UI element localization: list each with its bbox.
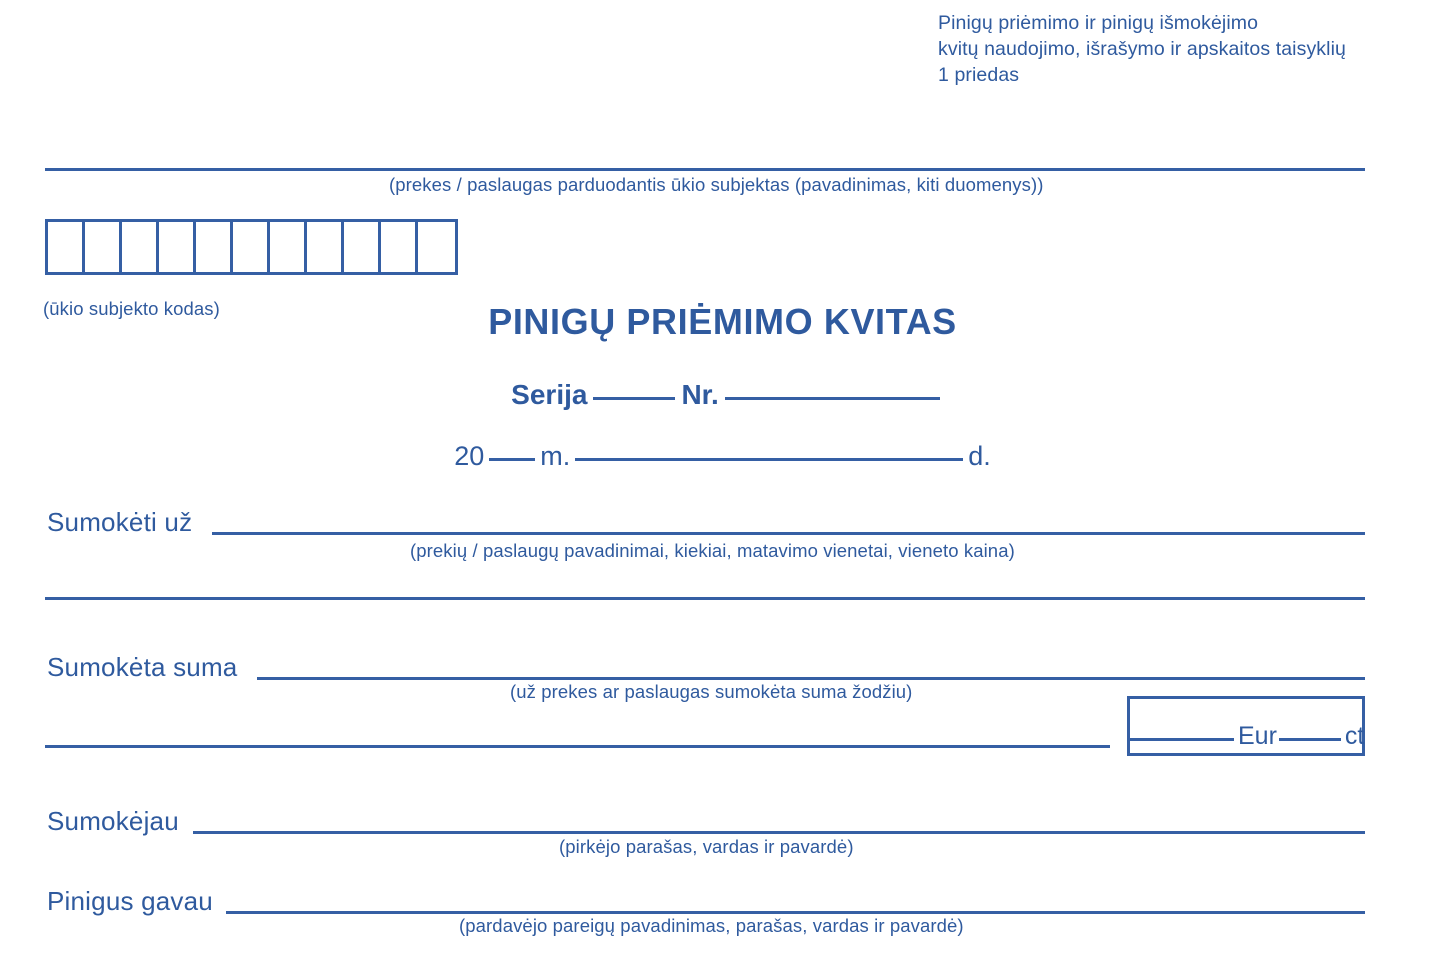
code-cell[interactable]	[418, 222, 455, 272]
month-unit-label: m.	[540, 441, 571, 471]
received-by-caption: (pardavėjo pareigų pavadinimas, parašas, vardas ir pavardė)	[459, 915, 964, 936]
amount-label: Sumokėta suma	[47, 652, 238, 682]
series-input-blank[interactable]	[593, 397, 675, 400]
seller-caption: (prekes / paslaugas parduodantis ūkio subjektas (pavadinimas, kiti duomenys))	[389, 174, 1044, 195]
code-cell[interactable]	[307, 222, 344, 272]
header-note-line-3: 1 priedas	[938, 64, 1020, 86]
paid-by-entry-rule[interactable]	[193, 831, 1365, 834]
year-input-blank[interactable]	[489, 458, 535, 461]
series-label: Serija	[511, 379, 588, 410]
cents-input-blank[interactable]	[1279, 738, 1341, 741]
paid-by-label: Sumokėjau	[47, 806, 179, 836]
day-unit-label: d.	[968, 441, 991, 471]
year-prefix-label: 20	[454, 441, 485, 471]
date-input-blank[interactable]	[575, 458, 963, 461]
pay-for-entry-rule-second[interactable]	[45, 597, 1365, 600]
code-cell[interactable]	[122, 222, 159, 272]
euro-unit-label: Eur	[1238, 722, 1277, 750]
date-row	[0, 441, 1445, 472]
currency-amount-box[interactable]	[1127, 696, 1365, 756]
amount-entry-rule[interactable]	[257, 677, 1365, 680]
pay-for-label: Sumokėti už	[47, 507, 193, 537]
code-cell[interactable]	[233, 222, 270, 272]
code-cell[interactable]	[270, 222, 307, 272]
amount-entry-rule-second[interactable]	[45, 745, 1110, 748]
pay-for-caption: (prekių / paslaugų pavadinimai, kiekiai, matavimo vienetai, vieneto kaina)	[410, 540, 1015, 561]
business-code-caption: (ūkio subjekto kodas)	[43, 298, 220, 319]
code-cell[interactable]	[48, 222, 85, 272]
code-cell[interactable]	[381, 222, 418, 272]
number-label: Nr.	[681, 379, 719, 410]
paid-by-caption: (pirkėjo parašas, vardas ir pavardė)	[559, 836, 854, 857]
amount-caption: (už prekes ar paslaugas sumokėta suma žodžiu)	[510, 681, 913, 702]
header-note-line-2: kvitų naudojimo, išrašymo ir apskaitos taisyklių	[938, 38, 1346, 60]
serial-number-row	[0, 379, 1445, 411]
cent-unit-label: ct	[1344, 722, 1365, 750]
code-cell[interactable]	[85, 222, 122, 272]
header-note-line-1: Pinigų priėmimo ir pinigų išmokėjimo	[938, 12, 1259, 34]
business-code-boxes[interactable]	[45, 219, 458, 275]
currency-amount-inner	[1130, 722, 1365, 751]
code-cell[interactable]	[196, 222, 233, 272]
page-title: PINIGŲ PRIĖMIMO KVITAS	[488, 301, 957, 342]
pay-for-entry-rule[interactable]	[212, 532, 1365, 535]
seller-entry-rule[interactable]	[45, 168, 1365, 171]
number-input-blank[interactable]	[725, 397, 940, 400]
received-by-entry-rule[interactable]	[226, 911, 1365, 914]
header-regulation-note	[938, 10, 1408, 88]
received-by-label: Pinigus gavau	[47, 886, 213, 916]
code-cell[interactable]	[159, 222, 196, 272]
code-cell[interactable]	[344, 222, 381, 272]
euros-input-blank[interactable]	[1130, 738, 1234, 741]
